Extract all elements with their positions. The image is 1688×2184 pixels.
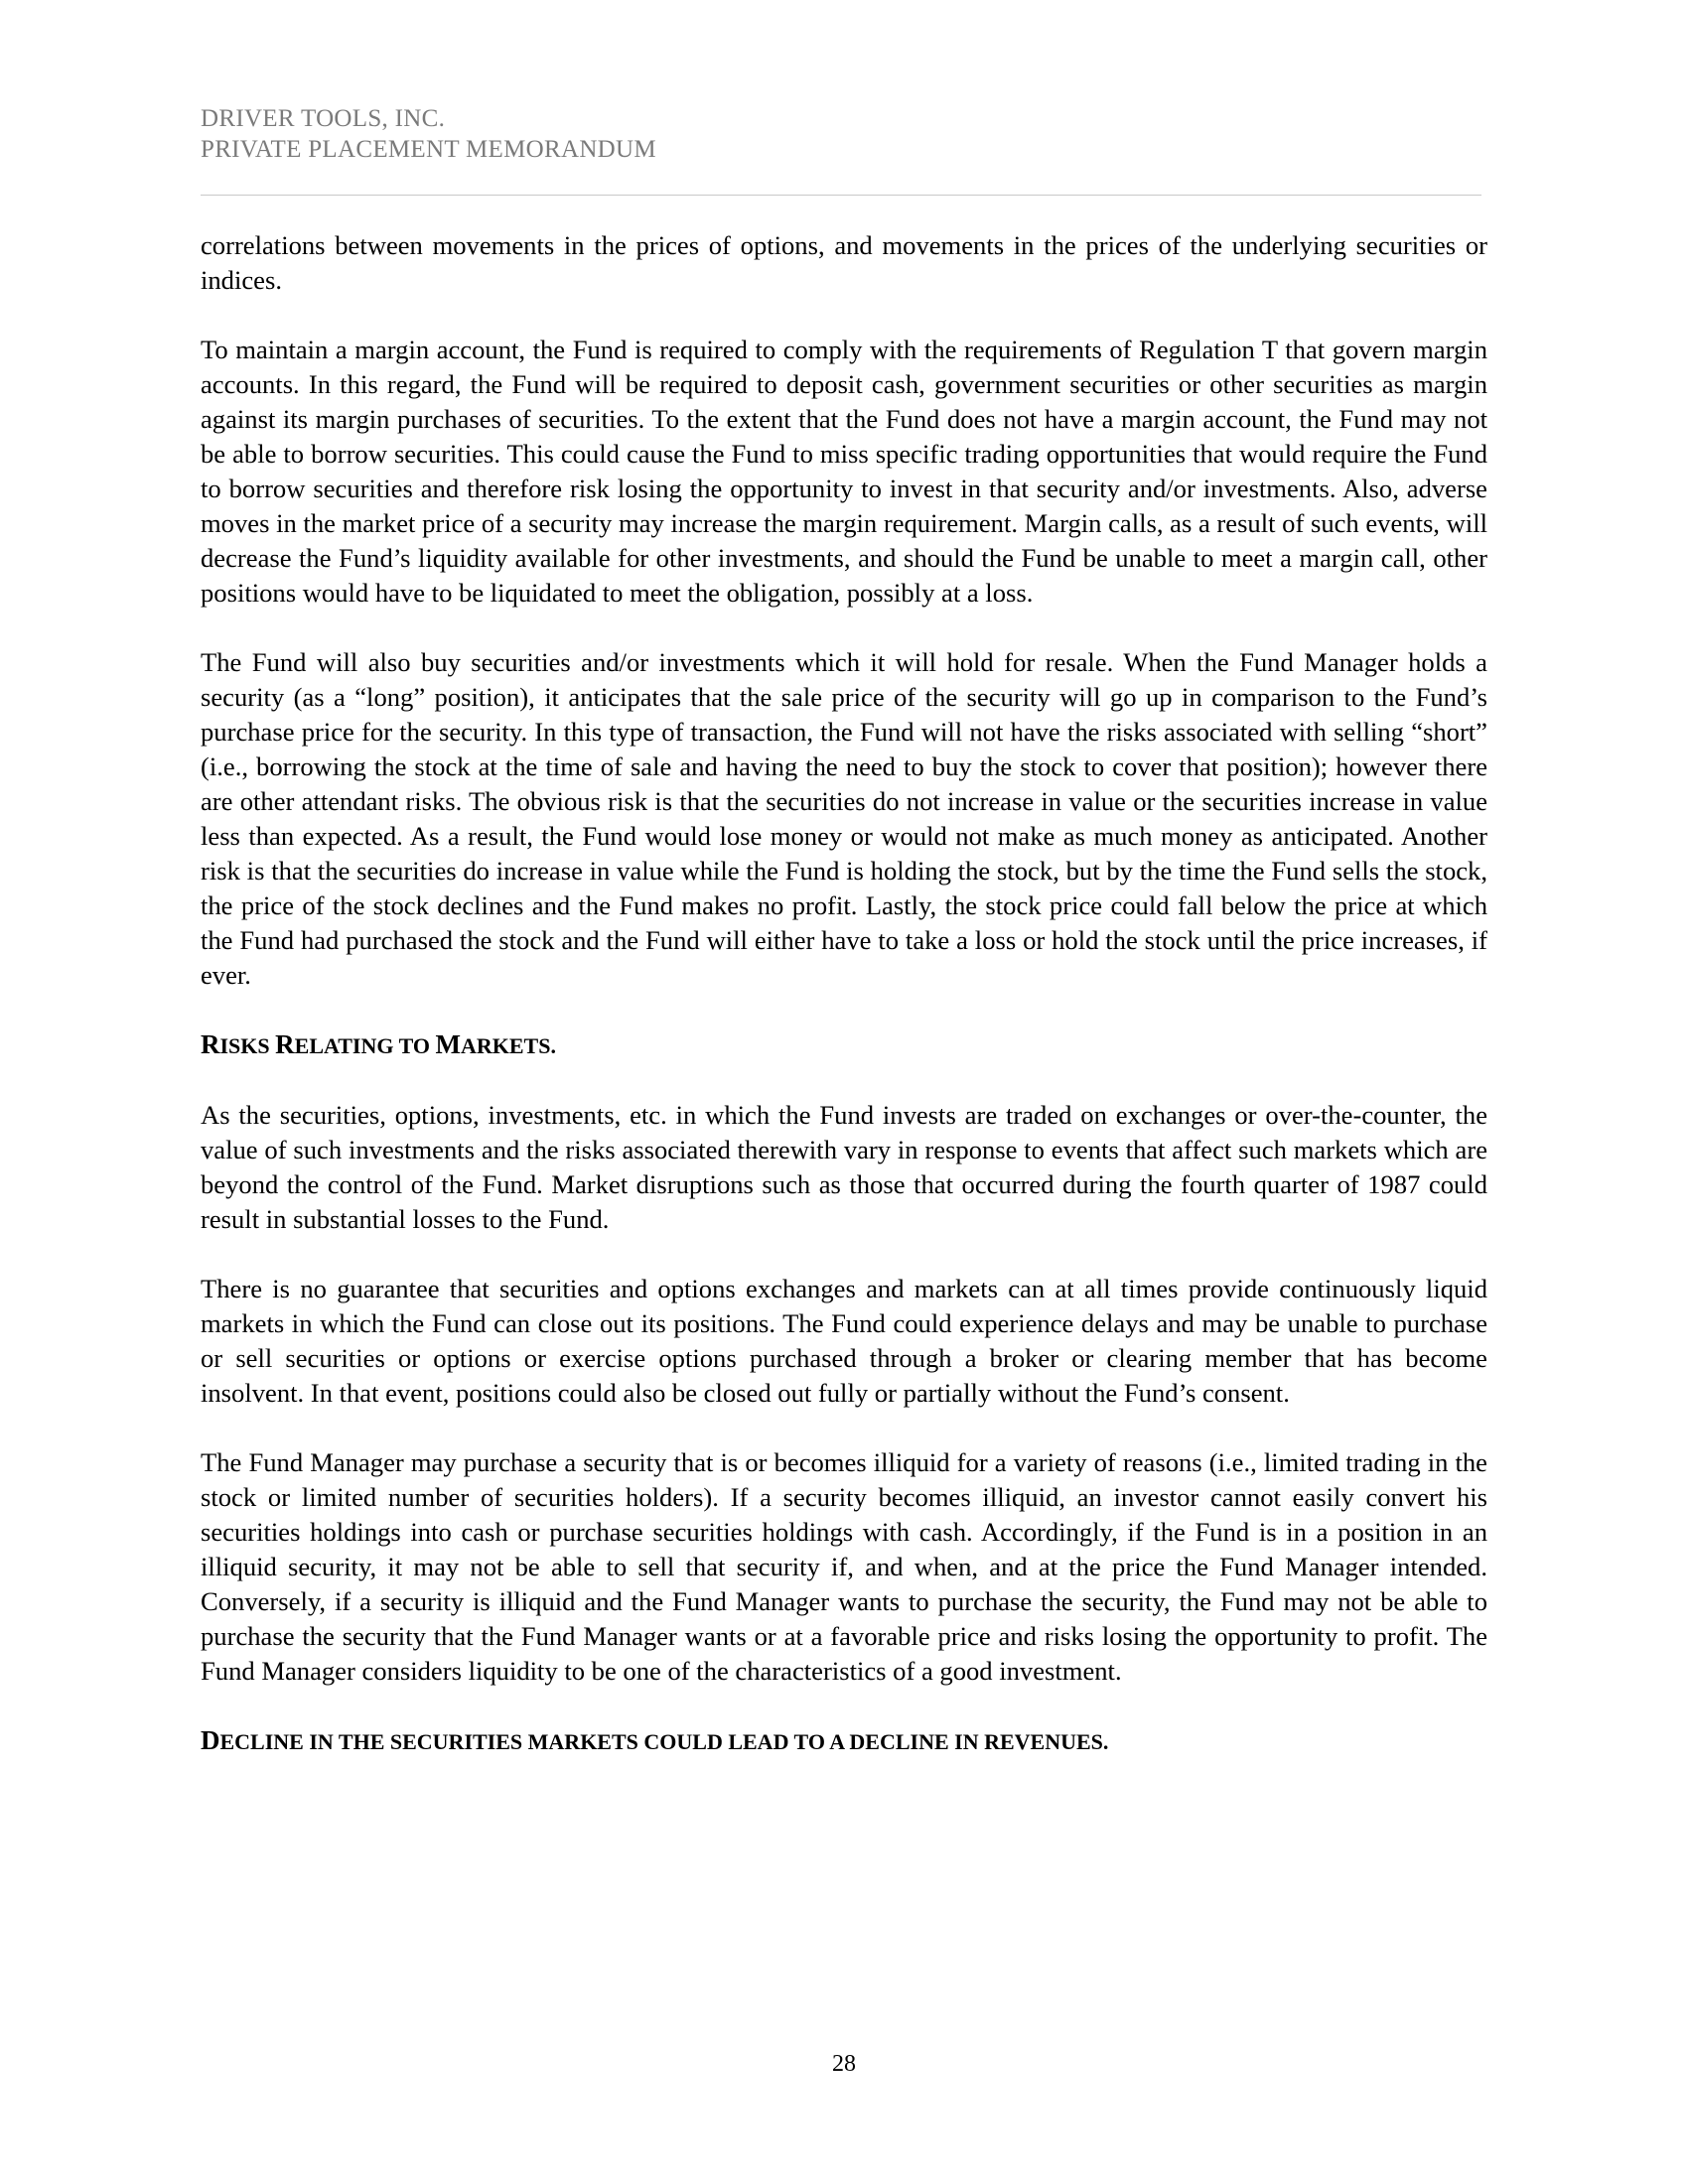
heading-cap-letter: R	[201, 1029, 220, 1059]
header-company-name: DRIVER TOOLS, INC.	[201, 105, 446, 132]
section-heading-risks-relating-to-markets	[201, 1027, 1487, 1063]
header-divider	[201, 195, 1481, 196]
paragraph-illiquid-securities: The Fund Manager may purchase a security that is or becomes illiquid for a variety of reasons (i.e., limited trading in the stock or limited number of securities holders). If a security becomes illiquid, an investor cannot easily convert his securities holdings into cash or purchase securities holdings with cash. Accordingly, if the Fund is in a position in an illiquid security, it may not be able to sell that security if, and when, and at the price the Fund Manager intended. Conversely, if a security is illiquid and the Fund Manager wants to purchase the security, the Fund may not be able to purchase the security that the Fund Manager wants or at a favorable price and risks losing the opportunity to profit. The Fund Manager considers liquidity to be one of the characteristics of a good investment.	[201, 1447, 1487, 1686]
paragraph-options-correlation: correlations between movements in the prices of options, and movements in the prices of the underlying securities or indices.	[201, 230, 1487, 295]
paragraph-market-events: As the securities, options, investments, etc. in which the Fund invests are traded on exchanges or over-the-counter, the value of such investments and the risks associated therewith vary in response to events that affect such markets which are beyond the control of the Fund. Market disruptions such as those that occurred during the fourth quarter of 1987 could result in substantial losses to the Fund.	[201, 1100, 1487, 1234]
document-body	[201, 228, 1487, 1794]
heading-text-part: ELATING TO	[294, 1033, 436, 1058]
paragraph-long-position-risks: The Fund will also buy securities and/or investments which it will hold for resale. When the Fund Manager holds a security (as a “long” position), it anticipates that the sale price of the security will go up in comparison to the Fund’s purchase price for the security. In this type of transaction, the Fund will not have the risks associated with selling “short” (i.e., borrowing the stock at the time of sale and having the need to buy the stock to cover that position); however there are other attendant risks. The obvious risk is that the securities do not increase in value or the securities increase in value less than expected. As a result, the Fund would lose money or would not make as much money as anticipated. Another risk is that the securities do increase in value while the Fund is holding the stock, but by the time the Fund sells the stock, the price of the stock declines and the Fund makes no profit. Lastly, the stock price could fall below the price at which the Fund had purchased the stock and the Fund will either have to take a loss or hold the stock until the price increases, if ever.	[201, 647, 1487, 990]
paragraph-liquid-markets: There is no guarantee that securities and options exchanges and markets can at all times provide continuously liquid markets in which the Fund can close out its positions. The Fund could experience delays and may be unable to purchase or sell securities or options or exercise options purchased through a broker or clearing member that has become insolvent. In that event, positions could also be closed out fully or partially without the Fund’s consent.	[201, 1274, 1487, 1408]
page-number: 28	[832, 2051, 856, 2077]
page-header	[201, 103, 1481, 165]
heading-text-part: ECLINE IN THE SECURITIES MARKETS COULD LEAD TO A DECLINE IN REVENUES.	[219, 1729, 1109, 1754]
paragraph-margin-account: To maintain a margin account, the Fund is required to comply with the requirements of Regulation T that govern margin accounts. In this regard, the Fund will be required to deposit cash, government securities or other securities as margin against its margin purchases of securities. To the extent that the Fund does not have a margin account, the Fund may not be able to borrow securities. This could cause the Fund to miss specific trading opportunities that would require the Fund to borrow securities and therefore risk losing the opportunity to invest in that security and/or investments. Also, adverse moves in the market price of a security may increase the margin requirement. Margin calls, as a result of such events, will decrease the Fund’s liquidity available for other investments, and should the Fund be unable to meet a margin call, other positions would have to be liquidated to meet the obligation, possibly at a loss.	[201, 335, 1487, 608]
heading-cap-letter: D	[201, 1725, 220, 1755]
heading-text-part: ARKETS.	[460, 1033, 556, 1058]
heading-cap-letter: M	[435, 1029, 461, 1059]
header-document-type: PRIVATE PLACEMENT MEMORANDUM	[201, 136, 656, 163]
section-heading-decline-in-securities-markets	[201, 1723, 1487, 1759]
heading-cap-letter: R	[275, 1029, 295, 1059]
heading-text-part: ISKS	[219, 1033, 276, 1058]
